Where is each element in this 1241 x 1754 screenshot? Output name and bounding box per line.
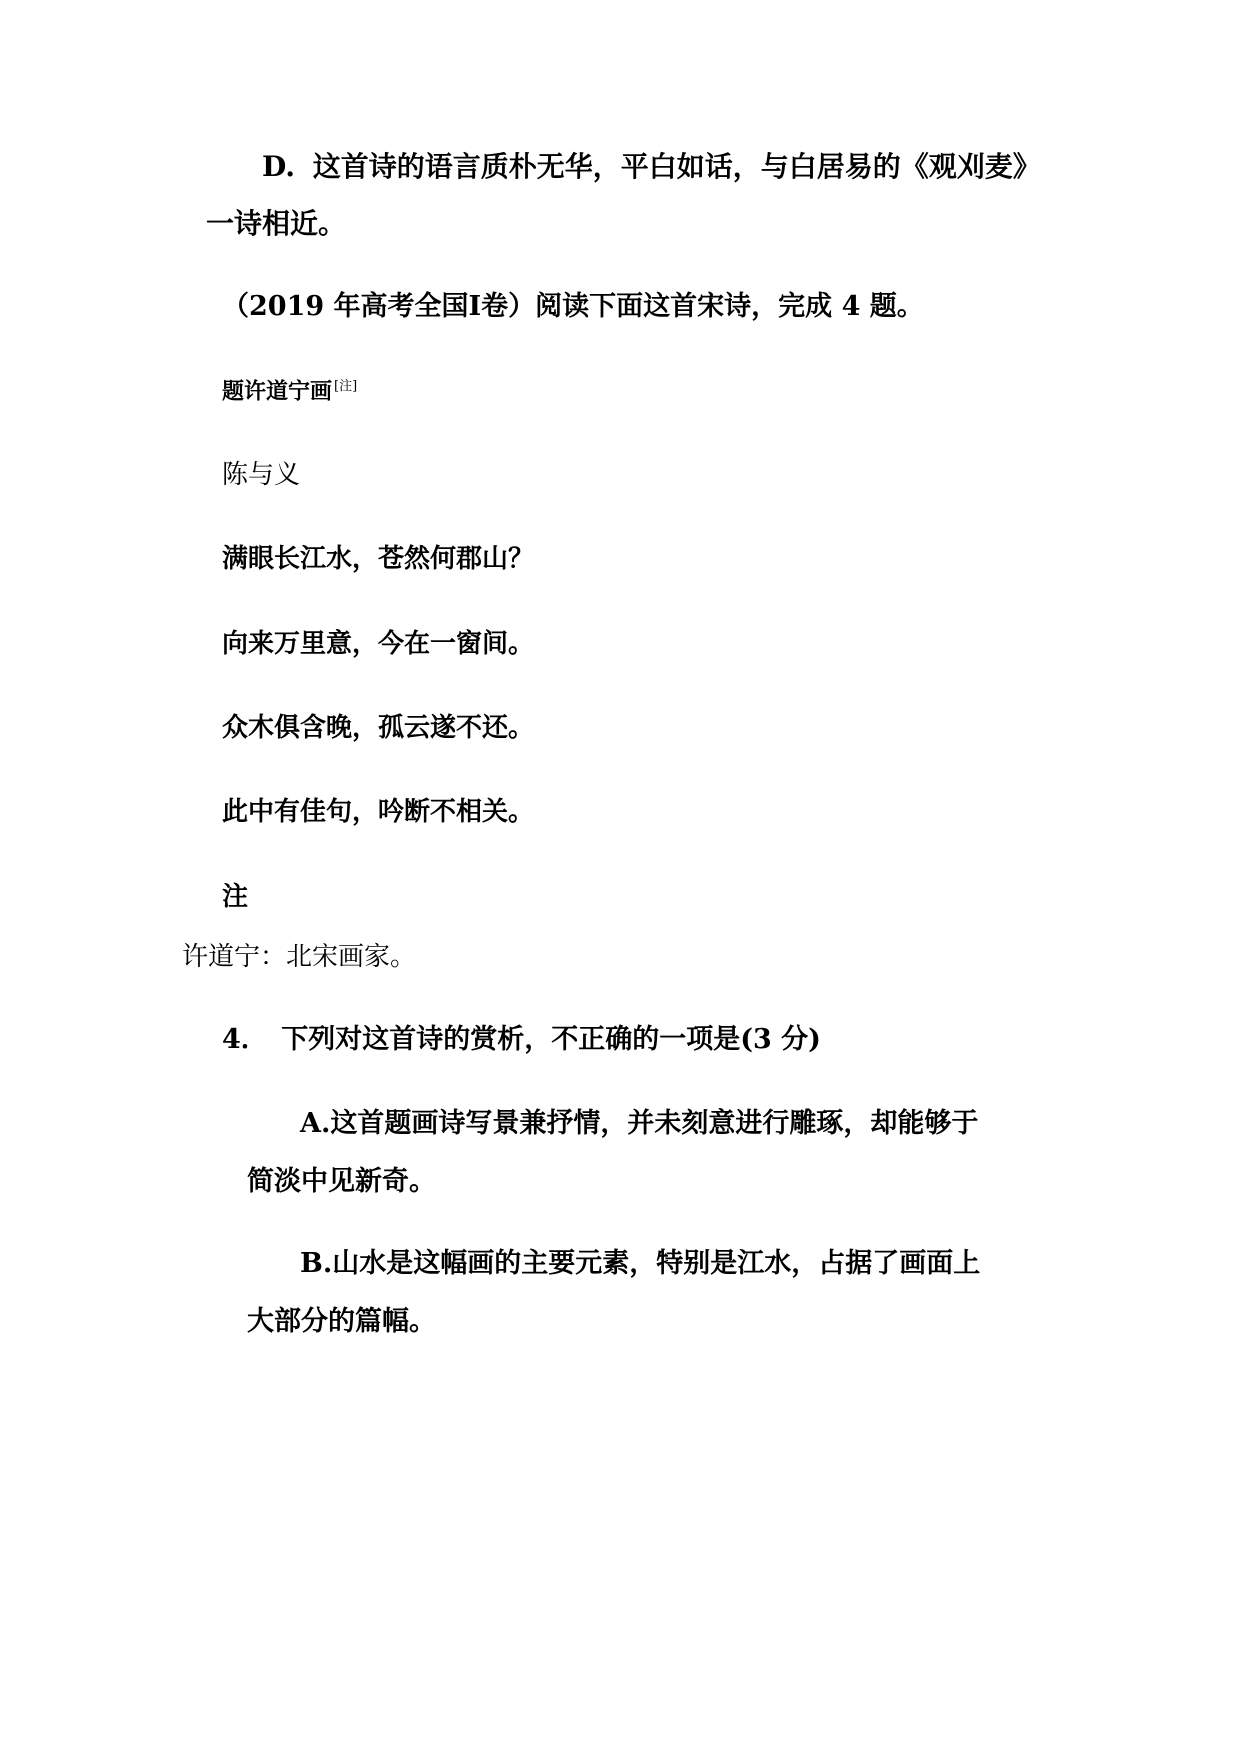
- option-b-line-2: 大部分的篇幅。: [247, 1306, 436, 1337]
- option-b-text: 山水是这幅画的主要元素，特别是江水，占据了画面上: [332, 1248, 981, 1279]
- option-d-line-1: [262, 150, 1041, 183]
- poem-title-text: 题许道宁画: [222, 378, 333, 405]
- option-b-label: B.: [300, 1248, 333, 1279]
- section-intro: （2019 年高考全国Ⅰ卷）阅读下面这首宋诗，完成 4 题。: [222, 291, 924, 322]
- poem-title: [222, 378, 358, 405]
- option-a-label: A.: [300, 1108, 331, 1139]
- question-number: 4．: [222, 1024, 268, 1055]
- poem-line: 此中有佳句，吟断不相关。: [222, 797, 535, 827]
- question-stem: [222, 1026, 821, 1053]
- poem-line: 众木俱含晚，孤云遂不还。: [222, 713, 535, 743]
- poem-author: 陈与义: [222, 460, 301, 490]
- poem-line: 满眼长江水，苍然何郡山？: [222, 544, 535, 574]
- note-heading: 注: [222, 882, 249, 912]
- poem-line: 向来万里意，今在一窗间。: [222, 629, 535, 659]
- option-a-line-1: [300, 1110, 978, 1137]
- option-d-text: 这首诗的语言质朴无华，平白如话，与白居易的《观刈麦》: [312, 150, 1041, 183]
- option-d-label: D.: [262, 150, 296, 183]
- option-b-line-1: [300, 1250, 980, 1277]
- note-text: 许道宁：北宋画家。: [182, 942, 417, 972]
- option-a-text: 这首题画诗写景兼抒情，并未刻意进行雕琢，却能够于: [330, 1108, 979, 1139]
- poem-note-ref: [注]: [334, 379, 358, 394]
- option-d-line-2: 一诗相近。: [206, 207, 347, 240]
- option-a-line-2: 简淡中见新奇。: [247, 1166, 436, 1197]
- question-text: 下列对这首诗的赏析，不正确的一项是(3 分): [281, 1024, 821, 1055]
